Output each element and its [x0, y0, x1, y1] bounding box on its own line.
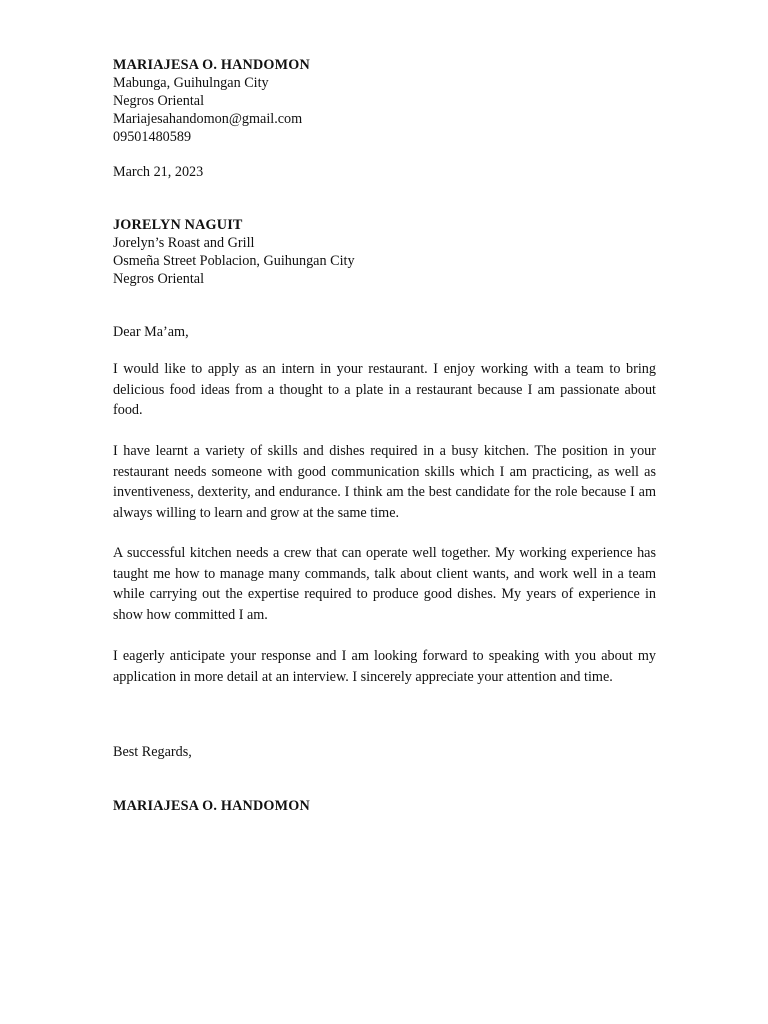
signature-name: MARIAJESA O. HANDOMON — [113, 798, 310, 814]
body-paragraph-2: I have learnt a variety of skills and dishes required in a busy kitchen. The position in your restaurant needs someone with good communication skills which I am practicing, as well as inventiveness, dexterity, and endurance. I think am the best candidate for the role because I am always willing to learn and grow at the same time. — [113, 443, 656, 521]
closing-block — [113, 743, 656, 761]
sender-address-line-2: Negros Oriental — [113, 93, 205, 109]
sender-name: MARIAJESA O. HANDOMON — [113, 57, 310, 73]
recipient-name: JORELYN NAGUIT — [113, 217, 243, 233]
recipient-street: Osmeña Street Poblacion, Guihungan City — [113, 253, 355, 269]
recipient-province: Negros Oriental — [113, 271, 205, 287]
sender-phone: 09501480589 — [113, 129, 192, 145]
body-paragraph-4: I eagerly anticipate your response and I am looking forward to speaking with you about my application in more detail at an interview. I sincerely appreciate your attention and time. — [113, 648, 656, 685]
salutation: Dear Ma’am, — [113, 324, 189, 340]
signature-block — [113, 797, 656, 815]
body-paragraph-3: A successful kitchen needs a crew that can operate well together. My working experience has taught me how to manage many commands, talk about client wants, and work well in a team while carrying out the expertise required to produce good dishes. My years of experience in show how committed I am. — [113, 545, 656, 623]
letter-date-block — [113, 163, 656, 181]
letter-date: March 21, 2023 — [113, 164, 204, 180]
body-paragraph-1: I would like to apply as an intern in your restaurant. I enjoy working with a team to bring delicious food ideas from a thought to a plate in a restaurant because I am passionate about food. — [113, 361, 656, 418]
sender-block — [113, 56, 656, 146]
salutation-block — [113, 323, 656, 341]
sender-email: Mariajesahandomon@gmail.com — [113, 111, 303, 127]
sender-address-line-1: Mabunga, Guihulngan City — [113, 75, 269, 91]
recipient-block — [113, 216, 656, 288]
recipient-business: Jorelyn’s Roast and Grill — [113, 235, 255, 251]
closing: Best Regards, — [113, 744, 192, 760]
